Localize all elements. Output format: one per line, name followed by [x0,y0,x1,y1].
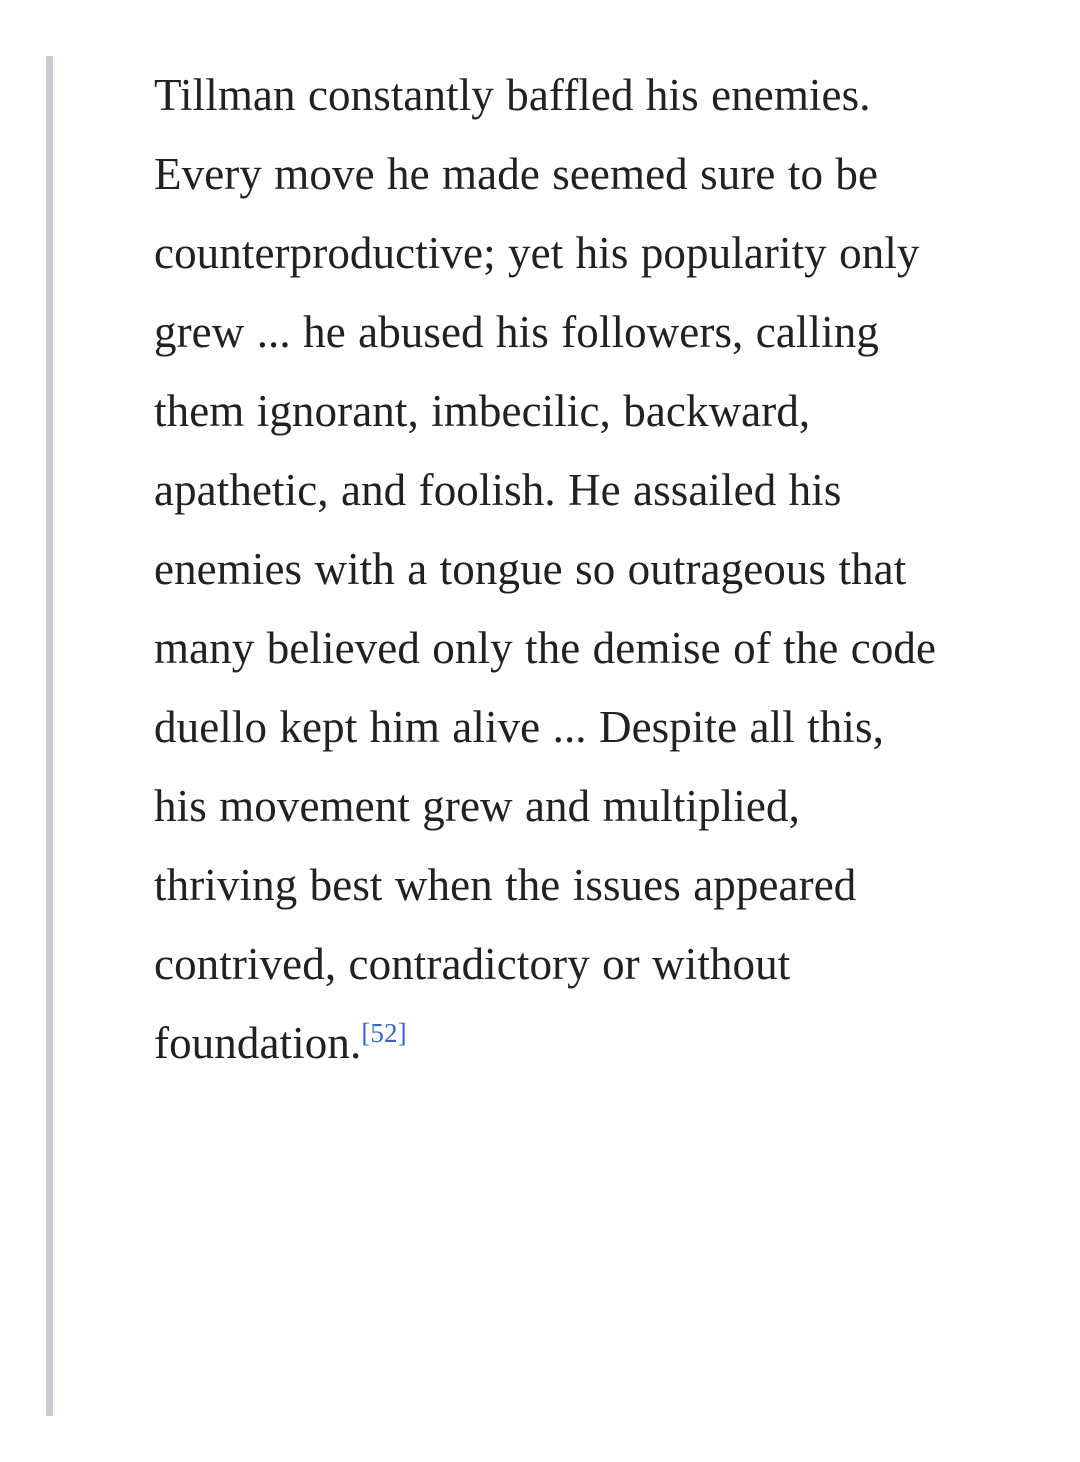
blockquote [46,56,946,1083]
blockquote-body-text: Tillman constantly baffled his enemies. Every move he made seemed sure to be counterproductive; yet his popularity only grew ... he abused his followers, calling them ignorant, imbecilic, backward, apathetic, and foolish. He assailed his enemies with a tongue so outrageous that many believed only the demise of the code duello kept him alive ... Despite all this, his movement grew and multiplied, thriving best when the issues appeared contrived, contradictory or without foundation. [154,70,937,1068]
blockquote-left-rule [46,56,53,1416]
reference-link-52[interactable]: [52] [361,1018,407,1048]
blockquote-paragraph [154,56,944,1083]
